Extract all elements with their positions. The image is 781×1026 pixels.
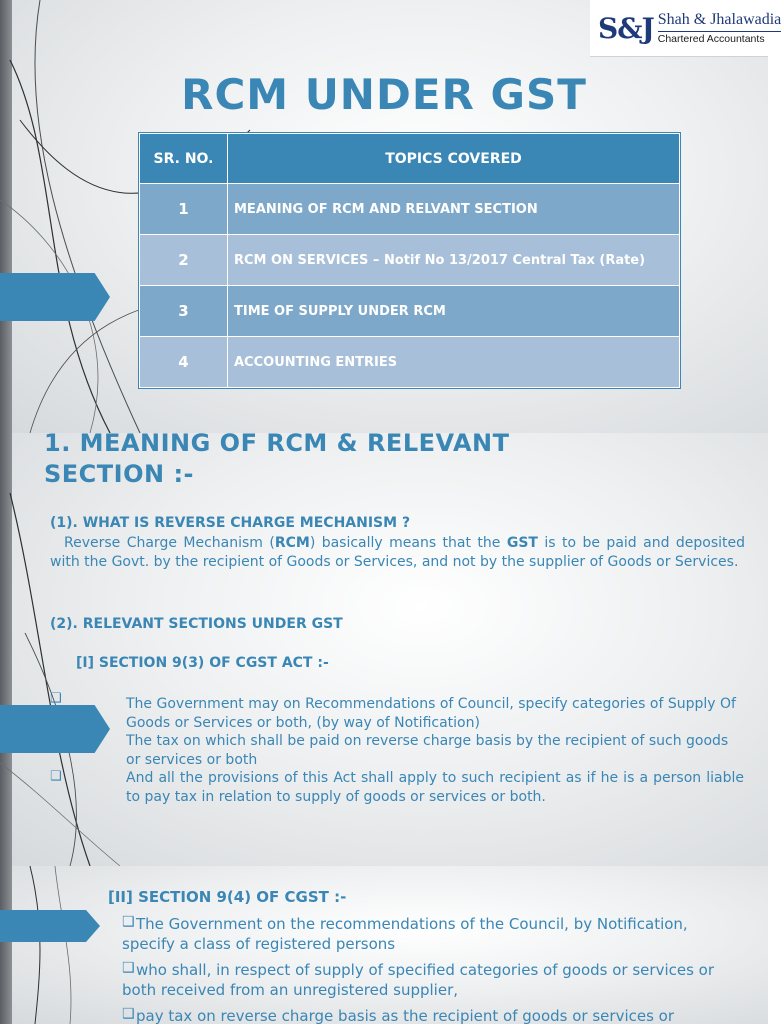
table-row <box>140 337 680 388</box>
row-topic: MEANING OF RCM AND RELVANT SECTION <box>228 184 680 235</box>
row-topic: RCM ON SERVICES – Notif No 13/2017 Central Tax (Rate) <box>228 235 680 286</box>
para-line-2: The tax on which shall be paid on reverse charge basis by the recipient of such goods or services or both <box>126 733 729 768</box>
header-topics: TOPICS COVERED <box>228 134 680 184</box>
row-number: 2 <box>140 235 228 286</box>
section-9-3-heading: [I] SECTION 9(3) OF CGST ACT :- <box>76 655 329 671</box>
row-number: 1 <box>140 184 228 235</box>
def-rcm: RCM <box>274 535 310 551</box>
section-9-3-text <box>126 695 744 806</box>
slide-title-text: RCM UNDER GST <box>181 70 587 119</box>
logo-subtitle: Chartered Accountants <box>658 31 781 45</box>
header-sr-no: SR. NO. <box>140 134 228 184</box>
table-row <box>140 286 680 337</box>
def-gst: GST <box>506 535 538 551</box>
topics-table <box>139 133 680 388</box>
checkbox-bullet-icon: ❑ <box>50 769 62 784</box>
slide-section-9-4 <box>0 866 768 1024</box>
section-heading: 1. MEANING OF RCM & RELEVANT SECTION :- <box>44 429 510 488</box>
para-line-1: The Government may on Recommendations of Council, specify categories of Supply Of Goods or Services or both, (by way of Notification) <box>126 696 736 731</box>
logo-mark: S&J <box>598 11 654 45</box>
arrow-tab <box>0 910 100 942</box>
checkbox-bullet-icon: ❑ <box>122 960 135 976</box>
row-topic: TIME OF SUPPLY UNDER RCM <box>228 286 680 337</box>
arrow-tab <box>0 273 110 321</box>
row-number: 3 <box>140 286 228 337</box>
para-line-3: And all the provisions of this Act shall apply to such recipient as if he is a person liable to pay tax in relation to supply of goods or services or both. <box>126 770 744 805</box>
table-row <box>140 235 680 286</box>
row-number: 4 <box>140 337 228 388</box>
section-9-4-item: pay tax on reverse charge basis as the recipient of goods or services or <box>136 1007 675 1025</box>
section-9-4-item: The Government on the recommendations of the Council, by Notification, specify a class of registered persons <box>122 915 688 953</box>
checkbox-bullet-icon: ❑ <box>122 1006 135 1022</box>
def-text-2: ) basically means that the <box>309 535 507 551</box>
table-header-row <box>140 134 680 184</box>
section-9-4-heading: [II] SECTION 9(4) OF CGST :- <box>108 888 347 906</box>
checkbox-bullet-icon: ❑ <box>50 691 62 706</box>
firm-logo <box>590 0 781 57</box>
checkbox-bullet-icon: ❑ <box>122 914 135 930</box>
logo-firm-name: Shah & Jhalawadia <box>657 11 781 28</box>
slide-meaning <box>0 429 768 866</box>
section-9-4-item: who shall, in respect of supply of specified categories of goods or services or both received from an unregistered supplier, <box>122 961 715 999</box>
arrow-tab <box>0 705 110 753</box>
question-what-is-rcm: (1). WHAT IS REVERSE CHARGE MECHANISM ? <box>50 515 411 531</box>
rcm-definition <box>50 534 745 571</box>
row-topic: ACCOUNTING ENTRIES <box>228 337 680 388</box>
table-row <box>140 184 680 235</box>
def-text-1: Reverse Charge Mechanism ( <box>64 535 275 551</box>
slide-title <box>0 0 781 433</box>
question-relevant-sections: (2). RELEVANT SECTIONS UNDER GST <box>50 616 343 632</box>
def-text-3: is to be paid and deposited with the Govt. by the recipient of Goods or Services, and not by the supplier of Goods or Services. <box>50 535 746 570</box>
